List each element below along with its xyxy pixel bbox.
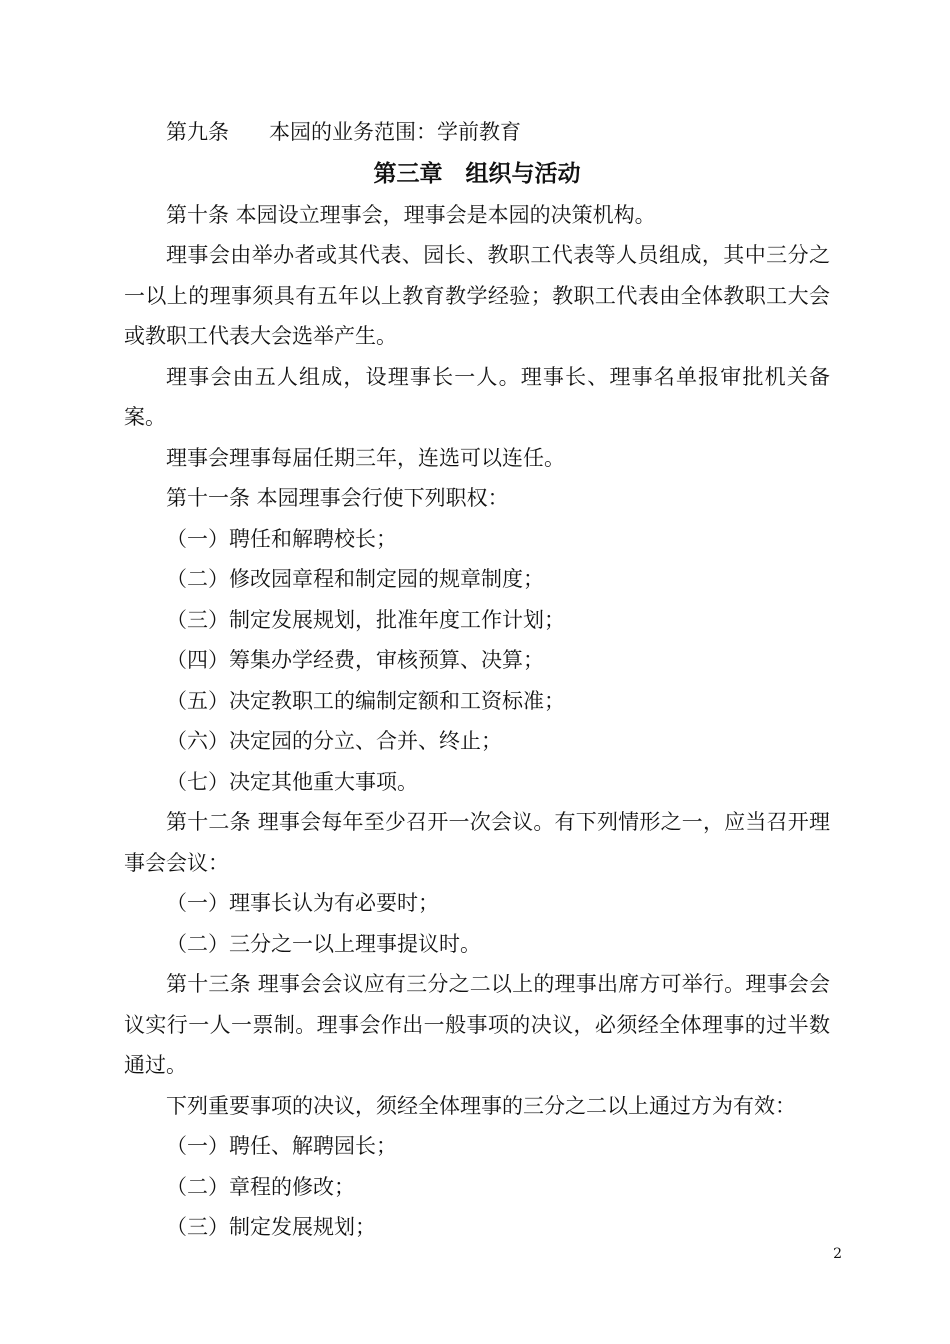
- list-item: （七）决定其他重大事项。: [166, 769, 418, 794]
- list-item: （一）聘任和解聘校长；: [166, 526, 397, 551]
- list-item: （一）理事长认为有必要时；: [166, 891, 439, 915]
- list-item: （三）制定发展规划；: [166, 1215, 376, 1239]
- document-body: [124, 112, 830, 1248]
- chapter-title: 第三章 组织与活动: [373, 160, 581, 187]
- page-number: 2: [833, 1246, 842, 1262]
- paragraph-board-term: 理事会理事每届任期三年，连选可以连任。: [166, 445, 565, 470]
- article-9-label: 第九条: [166, 120, 229, 144]
- article-9-text: 本园的业务范围：学前教育: [269, 120, 521, 144]
- paragraph-article-12: 第十二条 理事会每年至少召开一次会议。有下列情形之一，应当召开理事会会议：: [124, 810, 830, 875]
- list-item: （一）聘任、解聘园长；: [166, 1134, 397, 1158]
- paragraph-important-matters: 下列重要事项的决议，须经全体理事的三分之二以上通过方为有效：: [166, 1093, 796, 1118]
- list-item: （二）修改园章程和制定园的规章制度；: [166, 567, 544, 591]
- paragraph-board-size: 理事会由五人组成，设理事长一人。理事长、理事名单报审批机关备案。: [124, 364, 830, 429]
- list-item: （三）制定发展规划，批准年度工作计划；: [166, 607, 565, 632]
- article-9: [124, 112, 830, 153]
- list-item: （六）决定园的分立、合并、终止；: [166, 729, 502, 753]
- paragraph-article-13: 第十三条 理事会会议应有三分之二以上的理事出席方可举行。理事会会议实行一人一票制。理事会作出一般事项的决议，必须经全体理事的过半数通过。: [124, 972, 830, 1077]
- paragraph-article-10: 第十条 本园设立理事会，理事会是本园的决策机构。: [166, 202, 656, 227]
- list-item: （二）章程的修改；: [166, 1174, 355, 1199]
- paragraph-board-composition: 理事会由举办者或其代表、园长、教职工代表等人员组成，其中三分之一以上的理事须具有五年以上教育教学经验；教职工代表由全体教职工大会或教职工代表大会选举产生。: [124, 243, 830, 348]
- list-item: （二）三分之一以上理事提议时。: [166, 931, 481, 956]
- paragraph-article-11: 第十一条 本园理事会行使下列职权：: [166, 486, 509, 510]
- list-item: （五）决定教职工的编制定额和工资标准；: [166, 688, 565, 713]
- list-item: （四）筹集办学经费，审核预算、决算；: [166, 648, 544, 672]
